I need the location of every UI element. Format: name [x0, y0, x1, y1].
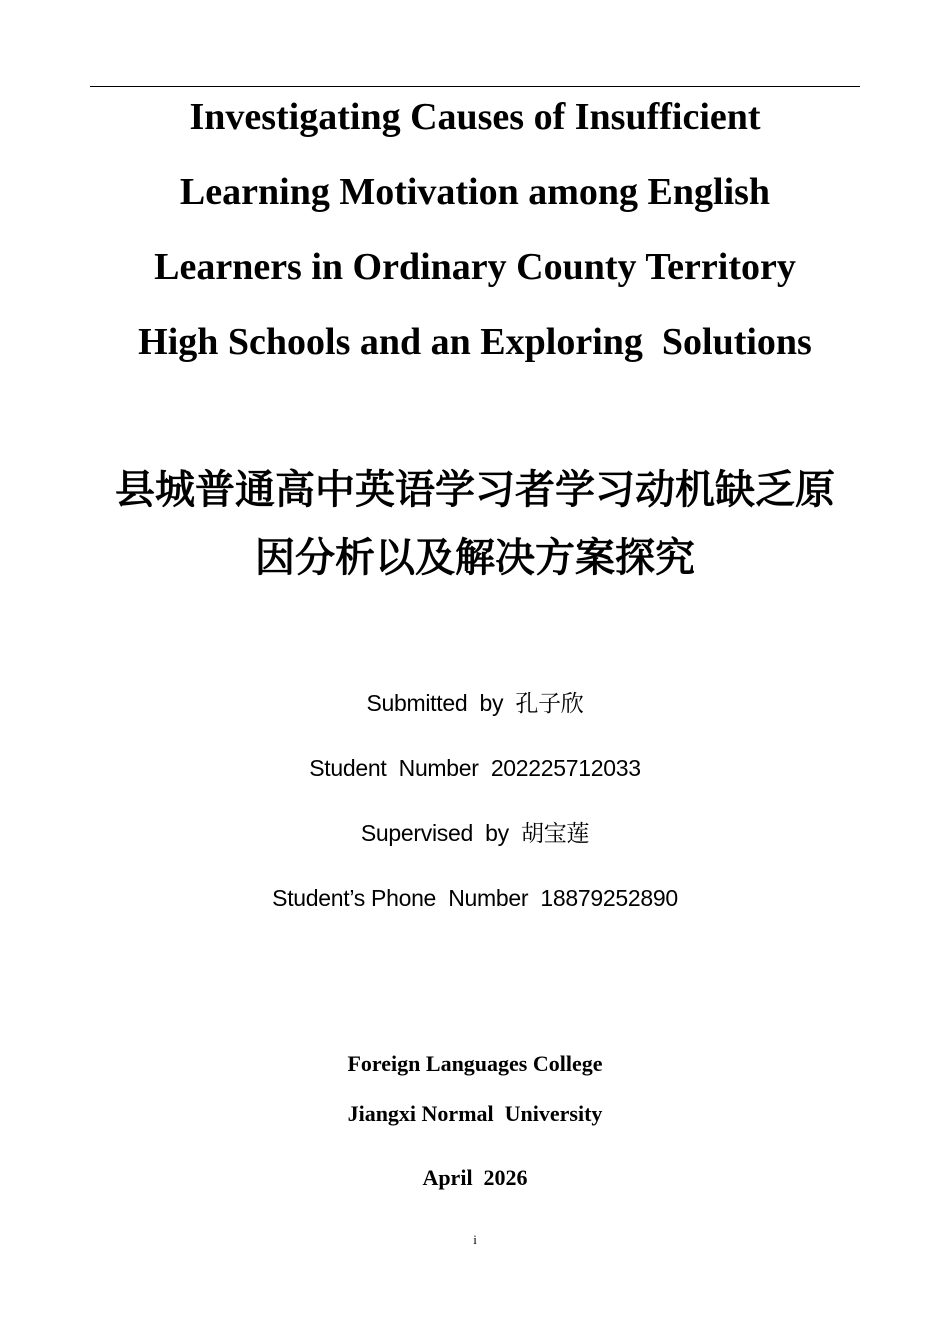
college-name: Foreign Languages College — [347, 1051, 603, 1076]
english-title-line-3: Learners in Ordinary County Territory — [154, 246, 796, 288]
english-title-line-1: Investigating Causes of Insufficient — [189, 96, 761, 138]
chinese-title-line-1: 县城普通高中英语学习者学习动机缺乏原 — [115, 467, 835, 513]
english-title-line-2: Learning Motivation among English — [179, 171, 771, 213]
university-name: Jiangxi Normal University — [347, 1101, 603, 1126]
english-title-line-4: High Schools and an Exploring Solutions — [138, 321, 812, 363]
supervised-by: Supervised by 胡宝莲 — [360, 820, 590, 846]
submitted-by: Submitted by 孔子欣 — [366, 690, 584, 716]
student-number: Student Number 202225712033 — [309, 755, 641, 781]
chinese-title-line-2: 因分析以及解决方案探究 — [255, 535, 695, 581]
submission-date: April 2026 — [422, 1165, 528, 1190]
page-number: i — [473, 1232, 477, 1247]
chinese-title — [60, 456, 890, 592]
student-phone-number: Student’s Phone Number 18879252890 — [272, 885, 678, 911]
english-title — [60, 80, 890, 380]
